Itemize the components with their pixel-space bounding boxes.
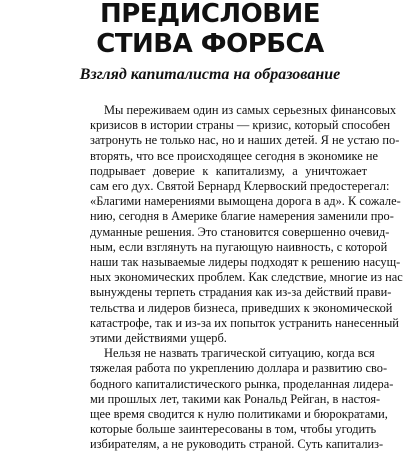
text-line: этими действиями ущерб. — [90, 331, 227, 346]
text-line: наши так называемые лидеры подходят к решению насущ- — [90, 255, 401, 270]
text-line: думанные решения. Это становится совершенно очевид- — [90, 224, 390, 239]
chapter-title-line-1: ПРЕДИСЛОВИЕ — [99, 0, 321, 29]
text-line: Нельзя не назвать трагической ситуацию, когда вся — [104, 346, 375, 361]
text-line: кризисов в истории страны — кризис, который способен — [90, 118, 391, 133]
chapter-subtitle: Взгляд капиталиста на образование — [79, 66, 341, 83]
text-line: вынуждены терпеть страдания как из-за действий прави- — [90, 285, 392, 300]
text-line: которые больше заинтересованы в том, чтобы угодить — [90, 422, 377, 437]
text-line: вторять, что все происходящее сегодня в экономике не — [90, 148, 378, 163]
text-line: ным, если взглянуть на пугающую наивность, с которой — [90, 239, 388, 254]
text-line: «Благими намерениями вымощена дорога в ад». К сожале- — [90, 194, 401, 209]
text-line: подрывает доверие к капитализму, а уничтожает — [90, 163, 367, 178]
body-text — [90, 103, 403, 453]
text-line: тельства и лидеров бизнеса, приведших к экономической — [90, 300, 393, 315]
text-line: ми прошлых лет, такими как Рональд Рейган, в настоя- — [90, 391, 381, 406]
text-line: избирателям, а не руководить страной. Суть капитализ- — [90, 437, 384, 452]
text-line: нию, сегодня в Америке благие намерения заменили про- — [90, 209, 394, 224]
text-line: ных экономических проблем. Как следствие, многие из нас — [90, 270, 403, 285]
paragraph-1 — [90, 103, 403, 346]
text-line: катастрофе, так и из-за их попыток устранить нанесенный — [90, 315, 399, 330]
text-line: бодного капиталистического рынка, проделанная лидера- — [90, 376, 394, 391]
chapter-title-line-2: СТИВА ФОРБСА — [96, 29, 324, 59]
text-line: затронуть не только нас, но и наших детей. Я не устаю по- — [90, 133, 400, 148]
text-line: Мы переживаем один из самых серьезных финансовых — [104, 103, 397, 117]
text-line: щее время сводится к нулю политиками и бюрократами, — [90, 407, 388, 422]
text-line: сам его дух. Святой Бернард Клервоский предостерегал: — [90, 179, 390, 194]
text-line: тяжелая работа по укреплению доллара и развитию сво- — [90, 361, 388, 376]
paragraph-2 — [90, 346, 394, 452]
